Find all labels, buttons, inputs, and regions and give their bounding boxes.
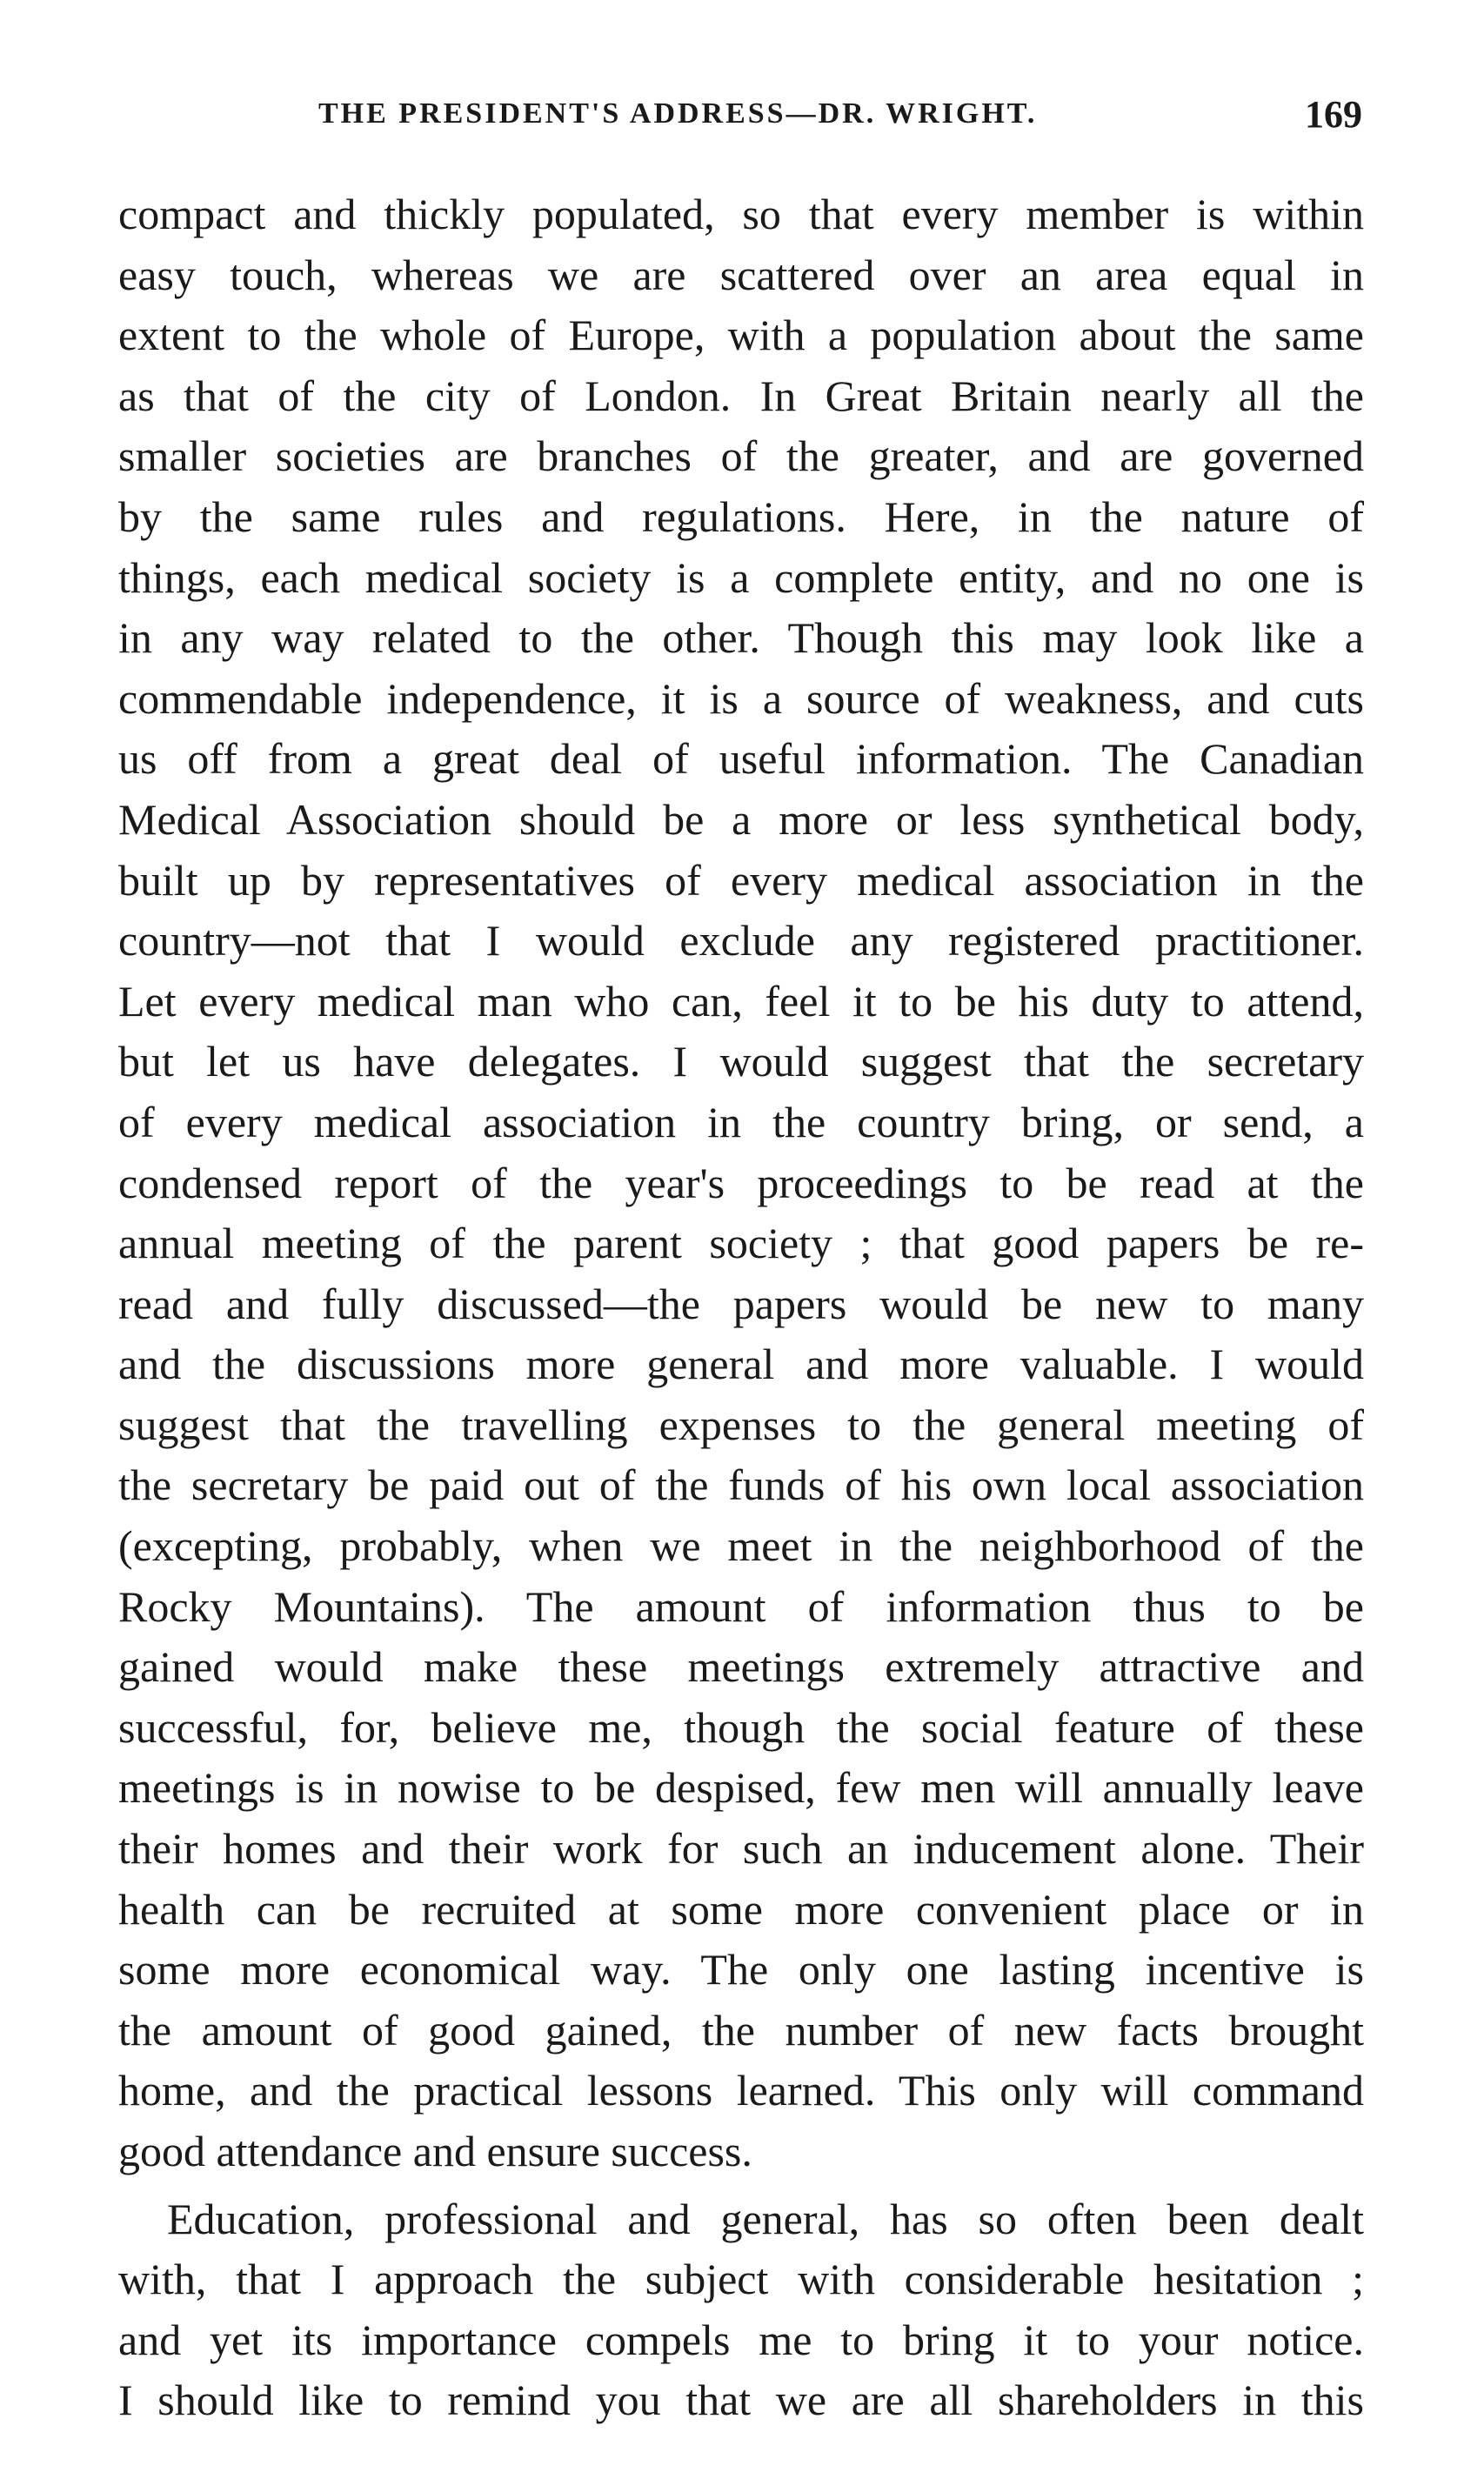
text-line: and the discussions more general and more valuable. I would [118, 1340, 1364, 1389]
text-line: commendable independence, it is a source of weakness, and cuts [118, 673, 1364, 723]
text-line: us off from a great deal of useful information. The Canadian [118, 734, 1364, 784]
text-line: Medical Association should be a more or less synthetical body, [118, 794, 1364, 844]
text-line: gained would make these meetings extremely attractive and [118, 1642, 1364, 1692]
text-line: by the same rules and regulations. Here, in the nature of [118, 491, 1364, 541]
text-line: but let us have delegates. I would suggest that the secretary [118, 1037, 1364, 1086]
running-head [118, 93, 1362, 150]
text-line: the secretary be paid out of the funds of his own local association [118, 1460, 1364, 1510]
text-line: (excepting, probably, when we meet in the neighborhood of the [118, 1521, 1364, 1571]
text-line: compact and thickly populated, so that every member is within [118, 190, 1364, 238]
paragraph [118, 2189, 1364, 2431]
paragraph [118, 184, 1364, 2182]
text-line: smaller societies are branches of the greater, and are governed [118, 431, 1364, 481]
text-line: as that of the city of London. In Great Britain nearly all the [118, 371, 1364, 420]
text-line: extent to the whole of Europe, with a population about the same [118, 311, 1364, 360]
text-line: annual meeting of the parent society ; that good papers be re- [118, 1219, 1364, 1268]
text-line: Let every medical man who can, feel it to be his duty to attend, [118, 976, 1364, 1026]
paragraph-gap [118, 2182, 1364, 2189]
body-text [118, 184, 1364, 2431]
text-line: built up by representatives of every medical association in the [118, 855, 1364, 905]
text-line: meetings is in nowise to be despised, few men will annually leave [118, 1763, 1364, 1813]
text-line: easy touch, whereas we are scattered over an area equal in [118, 250, 1364, 299]
text-line: in any way related to the other. Though this may look like a [118, 613, 1364, 663]
text-line: suggest that the travelling expenses to the general meeting of [118, 1400, 1364, 1449]
text-line: and yet its importance compels me to bring it to your notice. [118, 2315, 1364, 2364]
text-line: I should like to remind you that we are all shareholders in this [118, 2375, 1364, 2425]
text-line: Education, professional and general, has so often been dealt [167, 2194, 1364, 2243]
text-line: with, that I approach the subject with considerable hesitation ; [118, 2255, 1364, 2304]
text-line: good attendance and ensure success. [118, 2127, 752, 2175]
running-title: THE PRESIDENT'S ADDRESS—DR. WRIGHT. [318, 97, 1038, 130]
text-line: successful, for, believe me, though the social feature of these [118, 1702, 1364, 1752]
text-line: country—not that I would exclude any registered practitioner. [118, 916, 1364, 966]
text-line: their homes and their work for such an inducement alone. Their [118, 1824, 1364, 1874]
text-line: read and fully discussed—the papers would be new to many [118, 1279, 1364, 1328]
text-line: health can be recruited at some more convenient place or in [118, 1884, 1364, 1934]
text-line: of every medical association in the country bring, or send, a [118, 1097, 1364, 1146]
text-line: some more economical way. The only one lasting incentive is [118, 1945, 1364, 1995]
page-number: 169 [1305, 93, 1362, 136]
text-line: home, and the practical lessons learned. This only will command [118, 2066, 1364, 2115]
text-line: the amount of good gained, the number of new facts brought [118, 2005, 1364, 2055]
text-line: condensed report of the year's proceedings to be read at the [118, 1158, 1364, 1207]
text-line: things, each medical society is a complete entity, and no one is [118, 552, 1364, 602]
text-line: Rocky Mountains). The amount of information thus to be [118, 1581, 1364, 1631]
